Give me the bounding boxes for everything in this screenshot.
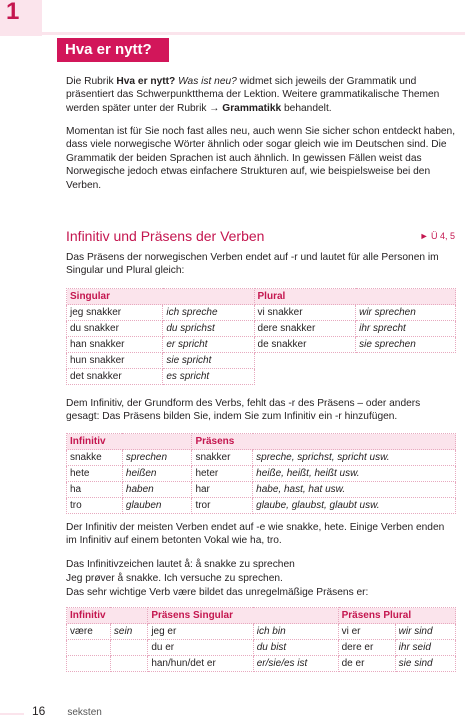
table-row: han snakker er spricht de snakker sie sprechen bbox=[67, 337, 456, 353]
table-row: du snakker du sprichst dere snakker ihr sprecht bbox=[67, 321, 456, 337]
header-praesens: Präsens bbox=[192, 434, 456, 450]
table-row: tro glauben tror glaube, glaubst, glaubt usw. bbox=[67, 498, 456, 514]
header-praesens-singular: Präsens Singular bbox=[148, 608, 338, 624]
section-title: Hva er nytt? bbox=[57, 38, 169, 62]
subsection-title: Infinitiv und Präsens der Verben bbox=[66, 228, 265, 244]
table-row: være sein jeg er ich bin vi er wir sind bbox=[67, 624, 456, 640]
chapter-line bbox=[42, 32, 465, 35]
header-plural: Plural bbox=[254, 289, 455, 305]
page-footer bbox=[32, 704, 102, 718]
vaere-table bbox=[66, 607, 456, 672]
paragraph-example: Jeg prøver å snakke. Ich versuche zu sprechen. bbox=[66, 573, 283, 584]
paragraph-present-tense: Das Präsens der norwegischen Verben endet auf -r und lautet für alle Personen im Singular und Plural gleich: bbox=[66, 252, 439, 277]
intro-paragraph-1: Die Rubrik Hva er nytt? Was ist neu? widmet sich jeweils der Grammatik und präsentiert das Schwerpunktthema der Lektion. Weitere grammatikalische Themen werden später unter der Rubrik → Grammatikk behandelt. bbox=[66, 76, 440, 114]
paragraph-infinitive-endings: Der Infinitiv der meisten Verben endet auf -e wie snakke, hete. Einige Verben enden im Infinitiv auf einem betonten Vokal wie ha, tro. bbox=[66, 522, 445, 547]
table-row: snakke sprechen snakker spreche, sprichst, spricht usw. bbox=[67, 450, 456, 466]
chapter-tab bbox=[0, 0, 42, 36]
table-row: jeg snakker ich spreche vi snakker wir sprechen bbox=[67, 305, 456, 321]
table-row: hun snakker sie spricht bbox=[67, 353, 456, 369]
chapter-number: 1 bbox=[6, 0, 20, 25]
header-infinitiv: Infinitiv bbox=[67, 434, 192, 450]
table-row: hete heißen heter heiße, heißt, heißt usw. bbox=[67, 466, 456, 482]
table-row: ha haben har habe, hast, hat usw. bbox=[67, 482, 456, 498]
table-row: det snakker es spricht bbox=[67, 369, 456, 385]
infinitive-table bbox=[66, 433, 456, 514]
conjugation-table bbox=[66, 288, 456, 385]
intro-paragraph-2: Momentan ist für Sie noch fast alles neu, auch wenn Sie sicher schon entdeckt haben, dass viele norwegische Wörter ähnlich oder sogar gleich wie im Deutschen sind. Die Grammatik der beiden Sprachen ist auch ähnlich. In gewissen Fällen weist das Norwegische jedoch etwas einfachere Strukturen auf, wie beispielsweise bei den Verben. bbox=[66, 126, 456, 191]
page-number-word: seksten bbox=[67, 707, 102, 718]
header-singular: Singular bbox=[67, 289, 255, 305]
footer-line bbox=[0, 713, 24, 715]
page-number: 16 bbox=[32, 704, 46, 718]
header-infinitiv-vaere: Infinitiv bbox=[67, 608, 148, 624]
paragraph-infinitive-marker: Das Infinitivzeichen lautet å: å snakke zu sprechen bbox=[66, 559, 295, 570]
exercise-reference: ► Ü 4, 5 bbox=[419, 231, 455, 241]
paragraph-infinitive: Dem Infinitiv, der Grundform des Verbs, fehlt das -r des Präsens – oder anders gesagt: Das Präsens bilden Sie, indem Sie zum Infinitiv ein -r hinzufügen. bbox=[66, 398, 421, 423]
table-row: du er du bist dere er ihr seid bbox=[67, 640, 456, 656]
paragraph-vaere: Das sehr wichtige Verb være bildet das unregelmäßige Präsens er: bbox=[66, 587, 369, 598]
header-praesens-plural: Präsens Plural bbox=[338, 608, 455, 624]
table-row: han/hun/det er er/sie/es ist de er sie sind bbox=[67, 656, 456, 672]
